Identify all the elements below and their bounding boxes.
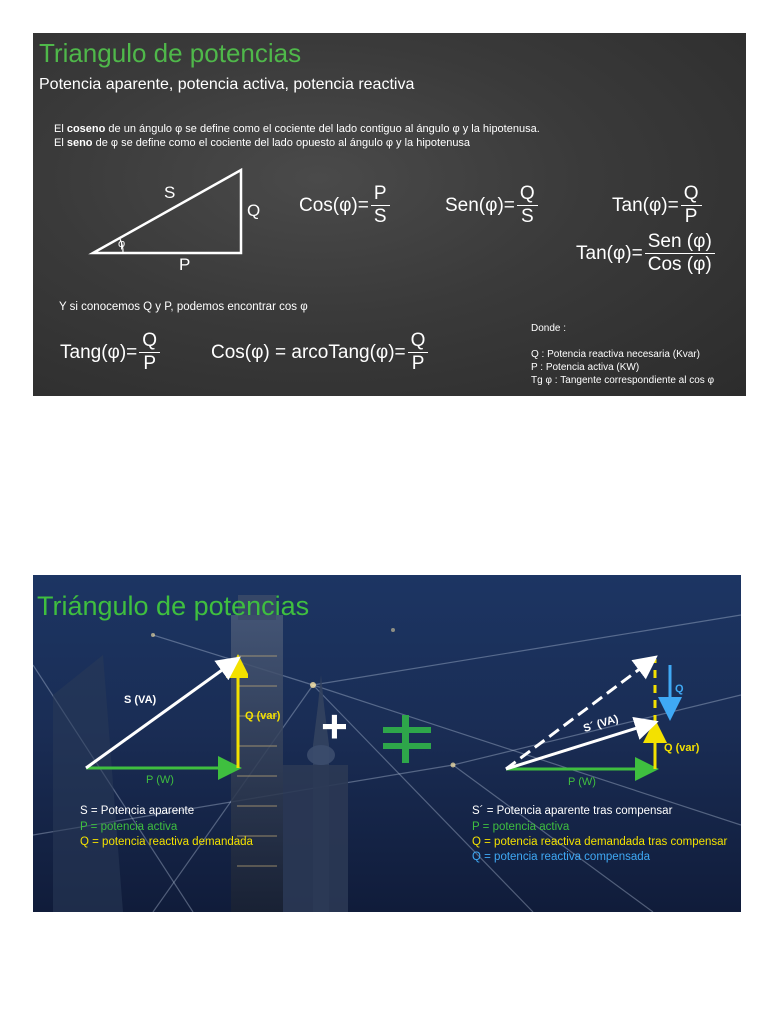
slide1-title: Triangulo de potencias bbox=[39, 38, 302, 68]
triangle-label-p: P bbox=[179, 255, 191, 274]
left-label-s: S (VA) bbox=[124, 694, 157, 706]
left-label-p: P (W) bbox=[146, 774, 174, 786]
slide-chalkboard bbox=[33, 33, 746, 396]
formula-tang: Tang(φ)= $\frac{Q}{P}$ bbox=[60, 330, 160, 375]
donde-line-q: Q : Potencia reactiva necesaria (Kvar) bbox=[531, 349, 700, 360]
triangle-label-q: Q bbox=[247, 201, 261, 220]
legend-left-p: P = potencia activa bbox=[80, 821, 178, 833]
formula-arcotang: Cos(φ) = arcoTang(φ)= $\frac{Q}{P}$ bbox=[211, 330, 428, 375]
slide1-subtitle: Potencia aparente, potencia activa, potencia reactiva bbox=[39, 76, 415, 93]
formula-tan: Tan(φ)= $\frac{Q}{P}$ bbox=[612, 183, 702, 228]
donde-title: Donde : bbox=[531, 323, 567, 334]
donde-line-tg: Tg φ : Tangente correspondiente al cos φ bbox=[531, 375, 715, 386]
triangle-label-s: S bbox=[164, 183, 176, 202]
legend-right-qc: Q = potencia reactiva compensada bbox=[472, 851, 651, 863]
legend-right-p: P = potencia activa bbox=[472, 821, 570, 833]
legend-right-s: S´ = Potencia aparente tras compensar bbox=[472, 805, 673, 817]
power-triangle-left bbox=[78, 650, 248, 780]
legend-right-q: Q = potencia reactiva demandada tras compensar bbox=[472, 836, 728, 848]
right-label-s: S´ (VA) bbox=[582, 713, 620, 735]
legend-left-s: S = Potencia aparente bbox=[80, 805, 195, 817]
right-label-p: P (W) bbox=[568, 776, 596, 788]
conocemos-text: Y si conocemos Q y P, podemos encontrar cos φ bbox=[59, 301, 308, 313]
legend-left-q: Q = potencia reactiva demandada bbox=[80, 836, 253, 848]
slide2-title: Triángulo de potencias bbox=[37, 591, 310, 621]
left-label-q: Q (var) bbox=[245, 710, 281, 722]
definition-seno: El seno de φ se define como el cociente del lado opuesto al ángulo φ y la hipotenusa bbox=[54, 137, 471, 149]
triangle-angle-phi: φ bbox=[118, 238, 126, 250]
plus-sign: + bbox=[321, 700, 348, 752]
right-label-qc: Q bbox=[675, 683, 684, 695]
right-label-q: Q (var) bbox=[664, 742, 700, 754]
right-triangle-diagram bbox=[83, 163, 253, 263]
formula-sen: Sen(φ)= $\frac{Q}{S}$ bbox=[445, 183, 538, 228]
formula-tan-sen-cos: Tan(φ)= $\frac{\text{Sen (φ)}}{\text{Cos (φ)}}$ bbox=[576, 231, 715, 276]
not-equal-icon bbox=[381, 713, 435, 765]
definition-coseno: El coseno de un ángulo φ se define como el cociente del lado contiguo al ángulo φ y la hipotenusa. bbox=[54, 123, 540, 135]
power-triangle-right bbox=[498, 647, 688, 787]
donde-line-p: P : Potencia activa (KW) bbox=[531, 362, 640, 373]
slide-city-background bbox=[33, 575, 741, 912]
formula-cos: Cos(φ)= $\frac{P}{S}$ bbox=[299, 183, 390, 228]
